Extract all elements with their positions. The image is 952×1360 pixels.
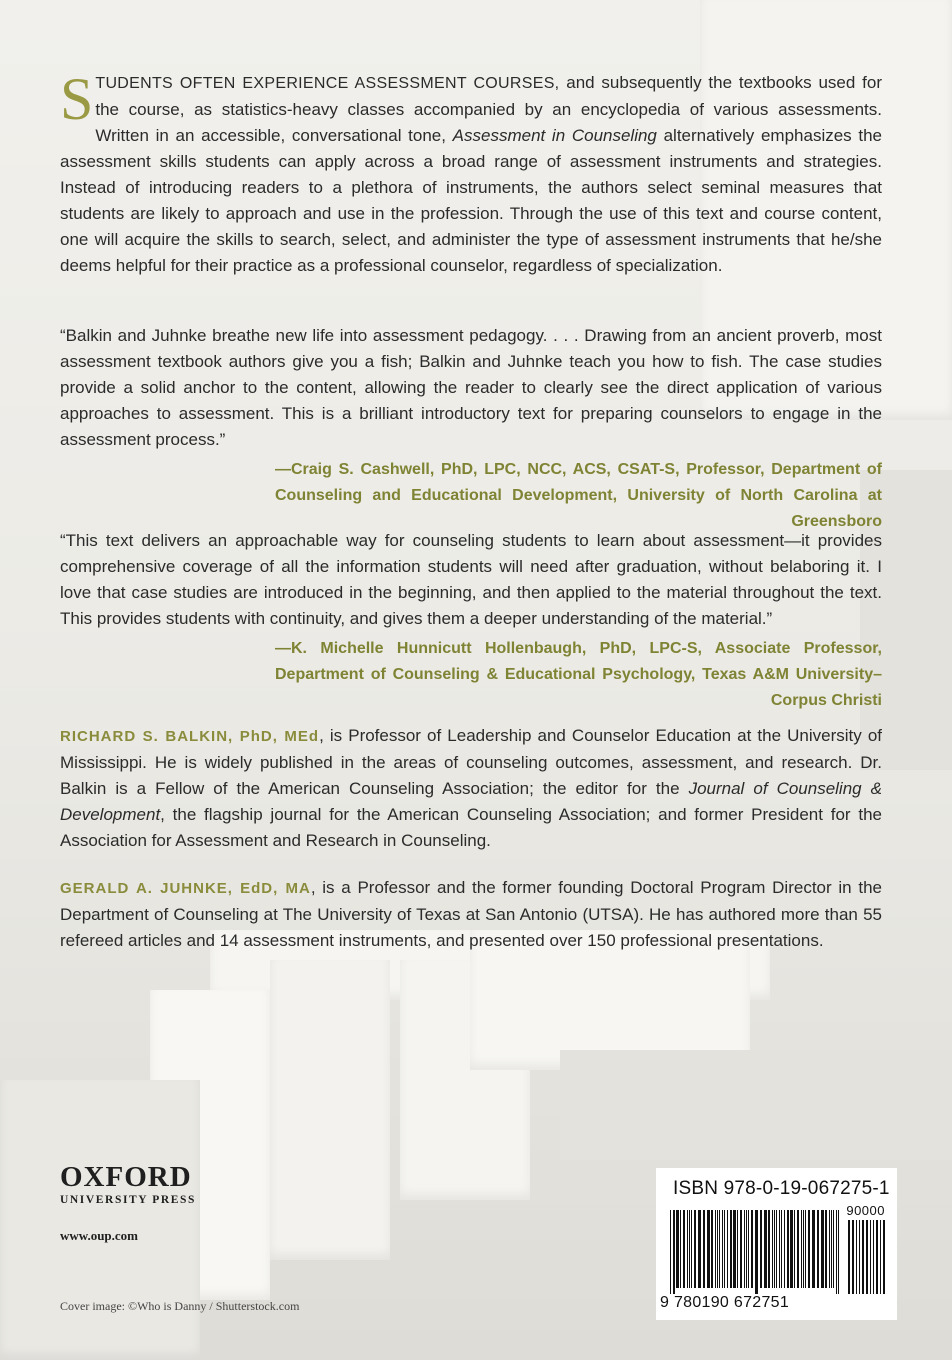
barcode-bar xyxy=(817,1210,819,1288)
journal-title: Journal of Counseling & Development xyxy=(60,779,882,824)
intro-text-1: and subsequently the textbooks used for the course, as statistics-heavy classes accompanied by an encyclopedia of various assessments. Written in an accessible, conversational tone, xyxy=(95,73,882,145)
bio-text-1: , is Professor of Leadership and Counselor Education at the University of Mississippi. He is widely published in the areas of counseling outcomes, assessment, and research. Dr. Balkin is a Fellow of the American Counseling Association; the editor for the xyxy=(60,726,883,798)
barcode-bar xyxy=(797,1210,799,1288)
publisher-url: www.oup.com xyxy=(60,1228,139,1243)
barcode-bar xyxy=(724,1210,725,1288)
publisher-logo xyxy=(60,1162,196,1244)
quote-attribution: —K. Michelle Hunnicutt Hollenbaugh, PhD, LPC-S, Associate Professor, Department of Counseling & Educational Psychology, Texas A&M University–Corpus Christi xyxy=(275,640,882,709)
bio-text-2: , the flagship journal for the American Counseling Association; and former President for the Association for Assessment and Research in Counseling. xyxy=(60,805,882,850)
barcode-bar xyxy=(694,1210,696,1288)
barcode-bar xyxy=(781,1210,782,1288)
quote-attribution: —Craig S. Cashwell, PhD, LPC, NCC, ACS, CSAT-S, Professor, Department of Counseling and Educational Development, University of North Carolina at Greensboro xyxy=(275,461,882,530)
barcode-bar xyxy=(707,1210,710,1288)
barcode-ean-digits: 9 780190 672751 xyxy=(660,1294,790,1311)
barcode-bar xyxy=(808,1210,810,1288)
barcode-bar xyxy=(687,1210,688,1288)
barcode-bar xyxy=(748,1210,749,1288)
author-bio-1 xyxy=(60,723,882,854)
author-bio-2 xyxy=(60,875,882,954)
barcode-addon-bar xyxy=(866,1220,868,1294)
barcode-bar xyxy=(812,1210,815,1288)
barcode-bar xyxy=(772,1210,773,1288)
barcode-bar xyxy=(751,1210,753,1288)
barcode-bar xyxy=(790,1210,793,1288)
barcode-bar xyxy=(744,1210,745,1288)
barcode-addon-bar xyxy=(848,1220,850,1294)
barcode-bar xyxy=(774,1210,775,1288)
barcode-bar xyxy=(689,1210,690,1288)
barcode-bar xyxy=(768,1210,770,1288)
barcode-bar xyxy=(711,1210,713,1288)
barcode-bar xyxy=(698,1210,701,1288)
barcode-bar xyxy=(755,1210,758,1294)
barcode-bar xyxy=(801,1210,802,1288)
barcode-bar xyxy=(825,1210,827,1288)
barcode-bar xyxy=(740,1210,742,1288)
intro-section xyxy=(60,66,882,279)
barcode-bar xyxy=(821,1210,824,1288)
bio-paragraph xyxy=(60,723,882,854)
barcode-bar xyxy=(673,1210,675,1294)
barcode-bar xyxy=(805,1210,806,1288)
barcode-bar xyxy=(691,1210,692,1288)
barcode-bar xyxy=(703,1210,705,1288)
book-title: Assessment in Counseling xyxy=(452,126,657,145)
barcode-bar xyxy=(838,1210,839,1294)
barcode-bars xyxy=(670,1210,886,1294)
barcode-bar xyxy=(760,1210,762,1288)
barcode-addon-bar xyxy=(873,1220,874,1294)
author-name: GERALD A. JUHNKE, EdD, MA xyxy=(60,880,311,897)
isbn-barcode xyxy=(656,1168,897,1320)
barcode-addon-bar xyxy=(870,1220,871,1294)
barcode-bar xyxy=(746,1210,747,1288)
cover-image-credit: Cover image: ©Who is Danny / Shutterstock.com xyxy=(60,1299,300,1313)
barcode-addon-bar xyxy=(883,1220,885,1294)
barcode-bar xyxy=(730,1210,732,1288)
barcode-bar xyxy=(722,1210,723,1288)
barcode-bar xyxy=(733,1210,736,1288)
endorsement-quote-2 xyxy=(60,528,882,714)
barcode-addon-bar xyxy=(876,1220,878,1294)
bio-paragraph xyxy=(60,875,882,954)
drop-cap: S xyxy=(60,66,94,132)
barcode-bar xyxy=(683,1210,685,1288)
barcode-bar xyxy=(776,1210,777,1288)
publisher-subtitle: UNIVERSITY PRESS xyxy=(60,1194,197,1206)
intro-text-2: alternatively emphasizes the assessment skills students can apply across a broad range of assessment instruments and strategies. Instead of introducing readers to a plethora of instruments, the authors select seminal measures that students are likely to approach and use in the profession. Through the use of this text and course content, one will acquire the skills to search, select, and administer the type of assessment instruments that he/she deems helpful for their practice as a professional counselor, regardless of specialization. xyxy=(60,126,882,275)
intro-paragraph xyxy=(60,66,882,279)
barcode-bar xyxy=(727,1210,728,1288)
barcode-bar xyxy=(803,1210,804,1288)
barcode-addon-bar xyxy=(859,1220,860,1294)
barcode-addon-bar xyxy=(880,1220,881,1294)
barcode-bar xyxy=(764,1210,767,1288)
quote-text: “This text delivers an approachable way for counseling students to learn about assessment—it provides comprehensive coverage of all the information students will need after graduation, without belaboring it. I love that case studies are introduced in the beginning, and then applied to the material throughout the text. This provides students with continuity, and gives them a deeper understanding of the material.” xyxy=(60,531,882,628)
barcode-bar xyxy=(779,1210,780,1288)
barcode-bar xyxy=(794,1210,795,1288)
isbn-number: ISBN 978-0-19-067275-1 xyxy=(673,1178,890,1199)
barcode-bar xyxy=(833,1210,834,1288)
barcode-bar xyxy=(831,1210,832,1288)
barcode-bar xyxy=(676,1210,679,1288)
barcode-bar xyxy=(784,1210,785,1288)
publisher-name: OXFORD xyxy=(60,1161,192,1193)
barcode-bar xyxy=(670,1210,671,1294)
barcode-addon-bar xyxy=(862,1220,864,1294)
barcode-bar xyxy=(737,1210,738,1288)
barcode-bar xyxy=(787,1210,789,1288)
barcode-bar xyxy=(836,1210,837,1294)
barcode-bar xyxy=(715,1210,716,1288)
intro-lead: TUDENTS OFTEN EXPERIENCE ASSESSMENT COURSES, xyxy=(95,75,560,92)
author-name: RICHARD S. BALKIN, PhD, MEd xyxy=(60,728,320,745)
endorsement-quote-1 xyxy=(60,323,882,535)
barcode-addon-bar xyxy=(856,1220,857,1294)
barcode-bar xyxy=(680,1210,681,1288)
barcode-addon-digits: 90000 xyxy=(846,1203,885,1218)
bio-text: , is a Professor and the former founding Doctoral Program Director in the Department of Counseling at The University of Texas at San Antonio (UTSA). He has authored more than 55 refereed articles and 14 assessment instruments, and presented over 150 professional presentations. xyxy=(60,878,882,950)
barcode-bar xyxy=(719,1210,720,1288)
barcode-bar xyxy=(829,1210,830,1288)
barcode-addon-bar xyxy=(852,1220,854,1294)
barcode-bar xyxy=(717,1210,718,1288)
quote-text: “Balkin and Juhnke breathe new life into assessment pedagogy. . . . Drawing from an ancient proverb, most assessment textbook authors give you a fish; Balkin and Juhnke teach you how to fish. The case studies provide a solid anchor to the content, allowing the reader to clearly see the direct application of various approaches to assessment. This is a brilliant introductory text for preparing counselors to engage in the assessment process.” xyxy=(60,326,882,449)
